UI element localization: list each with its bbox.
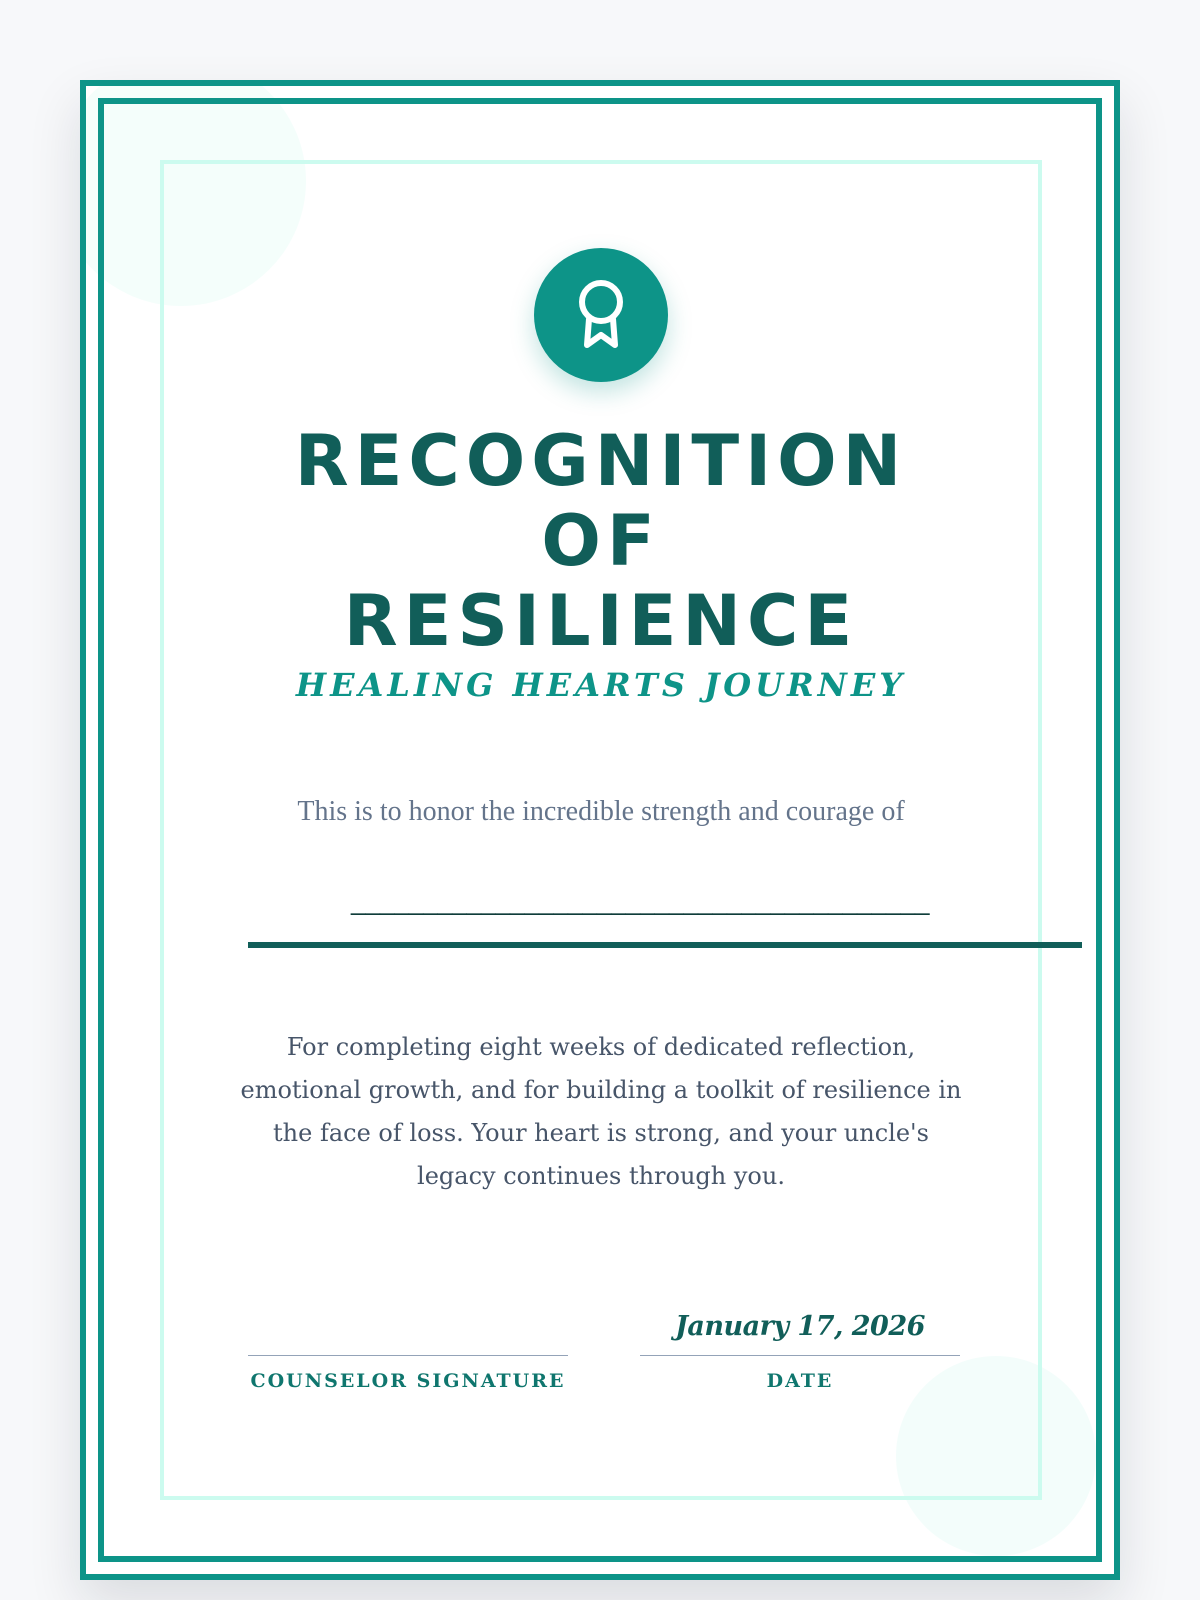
honor-statement: This is to honor the incredible strength and courage of xyxy=(297,796,905,827)
title-line-1: RECOGNITION xyxy=(294,420,908,502)
signature-line xyxy=(248,1355,568,1356)
recipient-name-blank[interactable]: ________________________________________ xyxy=(351,886,930,916)
title-line-3: RESILIENCE xyxy=(343,580,859,662)
certificate xyxy=(80,80,1120,1580)
date-block xyxy=(640,1301,960,1392)
signature-block xyxy=(248,1301,568,1392)
award-badge xyxy=(534,248,668,382)
certificate-body: For completing eight weeks of dedicated reflection, emotional growth, and for building a toolkit of resilience in the face of loss. Your heart is strong, and your uncle's legacy continues through you. xyxy=(240,1033,962,1190)
date-value: January 17, 2026 xyxy=(675,1311,925,1342)
signature-value[interactable] xyxy=(248,1301,568,1353)
recipient-name-rule xyxy=(248,942,1082,948)
date-label: DATE xyxy=(766,1370,834,1392)
date-line xyxy=(640,1355,960,1356)
signature-label: COUNSELOR SIGNATURE xyxy=(250,1370,566,1392)
certificate-subtitle: HEALING HEARTS JOURNEY xyxy=(295,666,907,704)
title-line-2: OF xyxy=(541,500,661,582)
award-ribbon-icon xyxy=(572,275,630,355)
certificate-title xyxy=(176,421,1026,661)
